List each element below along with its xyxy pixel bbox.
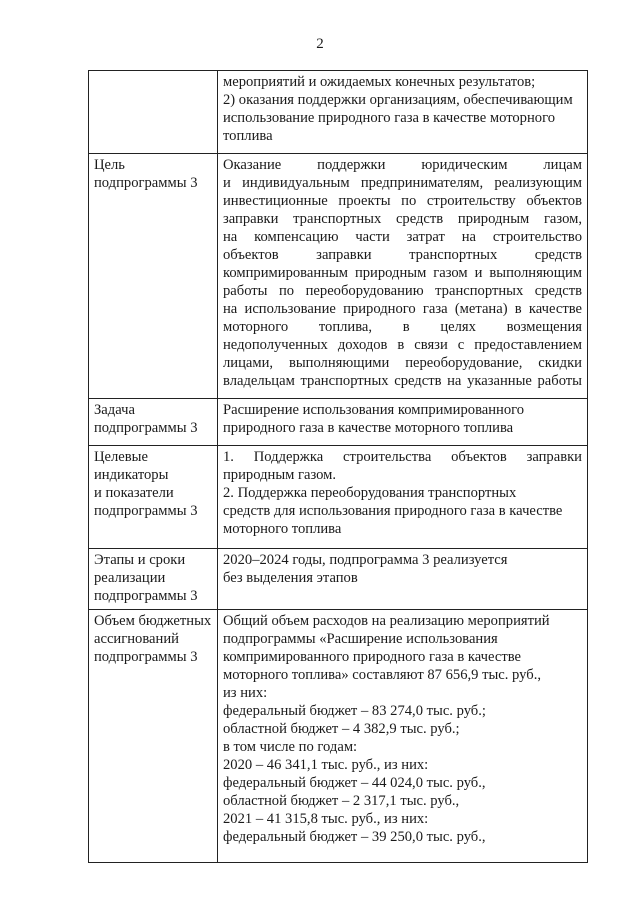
- row-label-line: Этапы и сроки: [94, 552, 186, 568]
- row-content-line: использование природного газа в качестве моторного: [223, 110, 555, 126]
- row-label-line: подпрограммы 3: [94, 503, 198, 519]
- row-content-line: компримированного природного газа в качестве: [223, 649, 521, 665]
- row-content-line: объектов заправки транспортных средств: [223, 247, 582, 263]
- row-label-line: подпрограммы 3: [94, 649, 198, 665]
- row-label-line: реализации: [94, 570, 166, 586]
- row-content-cell: [218, 399, 588, 446]
- row-content-line: компримированным природным газом и выполняющим: [223, 265, 582, 281]
- row-label-line: ассигнований: [94, 631, 179, 647]
- row-content-line: федеральный бюджет – 83 274,0 тыс. руб.;: [223, 703, 486, 719]
- row-label-cell: [89, 71, 218, 154]
- row-content-line: на использование природного газа (метана) в качестве: [223, 301, 582, 317]
- row-content-line: владельцам транспортных средств на указанные работы: [223, 373, 582, 389]
- row-content-line: 2) оказания поддержки организациям, обеспечивающим: [223, 92, 573, 108]
- table-row: [89, 610, 588, 863]
- table-row: [89, 399, 588, 446]
- row-content-cell: [218, 71, 588, 154]
- row-label-cell: [89, 154, 218, 399]
- row-content-line: топлива: [223, 128, 273, 144]
- row-content-cell: [218, 610, 588, 863]
- row-content-line: 1. Поддержка строительства объектов заправки: [223, 449, 582, 465]
- row-content-line: природного газа в качестве моторного топлива: [223, 420, 514, 436]
- row-label-line: Целевые: [94, 449, 148, 465]
- row-label-line: подпрограммы 3: [94, 420, 198, 436]
- subprogram-passport-table: [88, 70, 588, 863]
- row-content-line: лицами, выполняющими переоборудование, скидки: [223, 355, 582, 371]
- row-content-cell: [218, 446, 588, 549]
- row-label-cell: [89, 399, 218, 446]
- row-content-line: в том числе по годам:: [223, 739, 358, 755]
- row-content-line: 2021 – 41 315,8 тыс. руб., из них:: [223, 811, 429, 827]
- row-content-line: из них:: [223, 685, 268, 701]
- row-label-line: и показатели: [94, 485, 174, 501]
- table-body: [89, 71, 588, 863]
- row-label-cell: [89, 549, 218, 610]
- row-content-line: моторного топлива, в целях возмещения: [223, 319, 582, 335]
- row-content-line: и индивидуальным предпринимателям, реализующим: [223, 175, 582, 191]
- row-content-line: мероприятий и ожидаемых конечных результатов;: [223, 74, 536, 90]
- row-label-line: подпрограммы 3: [94, 588, 198, 604]
- row-content-line: 2. Поддержка переоборудования транспортных: [223, 485, 517, 501]
- row-content-line: недополученных доходов в связи с предоставлением: [223, 337, 582, 353]
- row-label-line: индикаторы: [94, 467, 169, 483]
- row-content-line: инвестиционные проекты по строительству объектов: [223, 193, 582, 209]
- row-content-line: моторного топлива» составляют 87 656,9 тыс. руб.,: [223, 667, 541, 683]
- row-content-cell: [218, 154, 588, 399]
- row-label-line: подпрограммы 3: [94, 175, 198, 191]
- row-label-line: Объем бюджетных: [94, 613, 212, 629]
- row-content-line: подпрограммы «Расширение использования: [223, 631, 498, 647]
- row-content-cell: [218, 549, 588, 610]
- row-content-line: Расширение использования компримированного: [223, 402, 525, 418]
- row-content-line: природным газом.: [223, 467, 337, 483]
- row-label-cell: [89, 446, 218, 549]
- table-row: [89, 549, 588, 610]
- row-content-line: работы по переоборудованию транспортных средств: [223, 283, 582, 299]
- table-row: [89, 154, 588, 399]
- row-content-line: заправки транспортных средств природным газом,: [223, 211, 582, 227]
- row-content-line: областной бюджет – 2 317,1 тыс. руб.,: [223, 793, 460, 809]
- row-content-line: 2020–2024 годы, подпрограмма 3 реализуется: [223, 552, 508, 568]
- row-content-line: на компенсацию части затрат на строительство: [223, 229, 582, 245]
- row-content-line: федеральный бюджет – 39 250,0 тыс. руб.,: [223, 829, 486, 845]
- row-content-line: областной бюджет – 4 382,9 тыс. руб.;: [223, 721, 460, 737]
- row-content-line: 2020 – 46 341,1 тыс. руб., из них:: [223, 757, 429, 773]
- row-content-line: федеральный бюджет – 44 024,0 тыс. руб.,: [223, 775, 486, 791]
- row-label-line: Цель: [94, 157, 125, 173]
- table-row: [89, 446, 588, 549]
- row-content-line: Оказание поддержки юридическим лицам: [223, 157, 582, 173]
- row-content-line: средств для использования природного газа в качестве: [223, 503, 563, 519]
- table-row: [89, 71, 588, 154]
- row-content-line: моторного топлива: [223, 521, 342, 537]
- row-content-line: Общий объем расходов на реализацию мероприятий: [223, 613, 550, 629]
- row-label-cell: [89, 610, 218, 863]
- row-label-line: Задача: [94, 402, 135, 418]
- row-content-line: без выделения этапов: [223, 570, 358, 586]
- page-number: 2: [316, 36, 324, 52]
